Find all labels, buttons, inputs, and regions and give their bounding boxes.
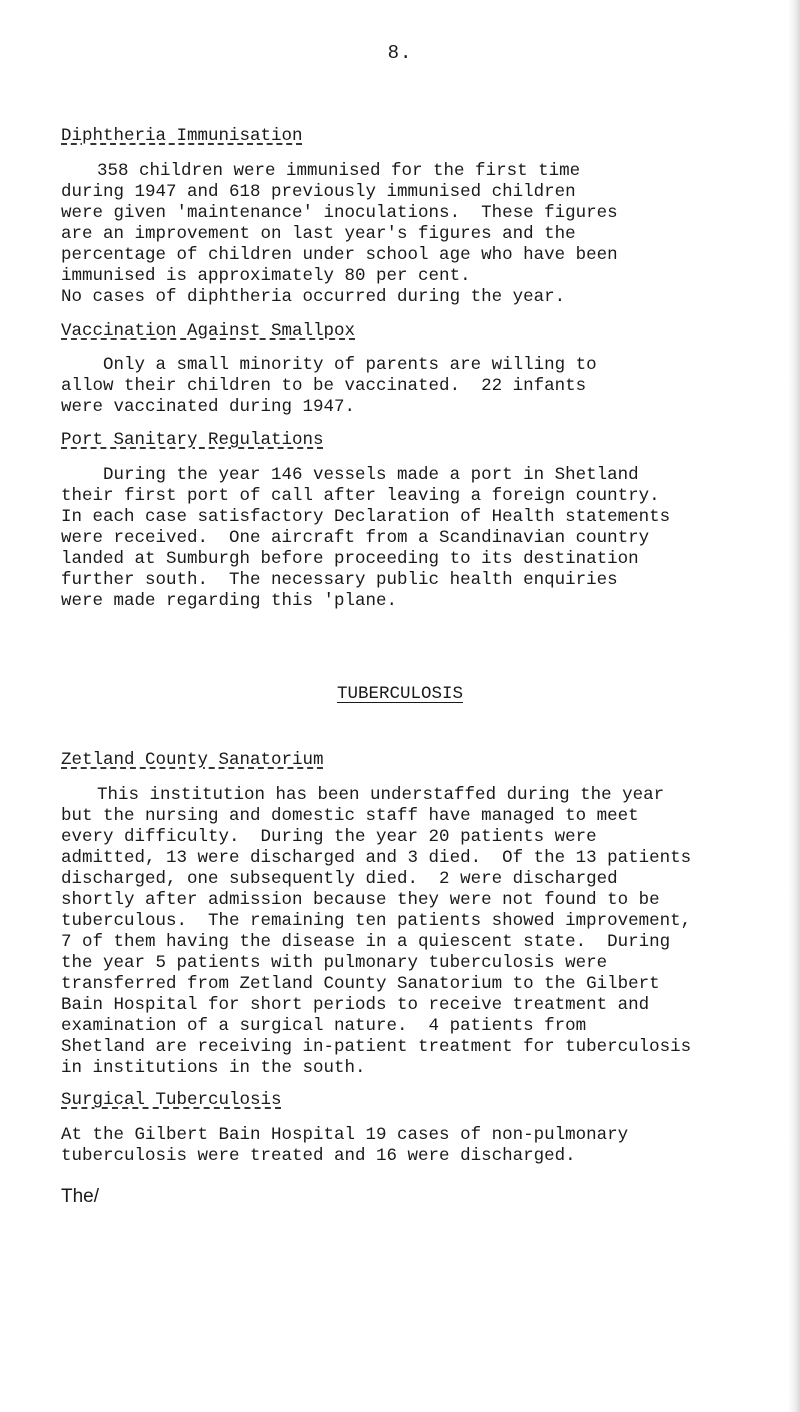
paragraph-line: At the Gilbert Bain Hospital 19 cases of non-pulmonary	[61, 1125, 629, 1145]
paragraph-line: Shetland are receiving in-patient treatment for tuberculosis	[61, 1037, 692, 1057]
paragraph-line: This institution has been understaffed during the year	[97, 785, 665, 805]
heading-port-sanitary-regulations: Port Sanitary Regulations	[61, 430, 324, 450]
paragraph-line: landed at Sumburgh before proceeding to its destination	[61, 549, 639, 569]
paragraph-line: during 1947 and 618 previously immunised children	[61, 182, 576, 202]
page-number: 8.	[387, 42, 413, 64]
paragraph-line: tuberculous. The remaining ten patients showed improvement,	[61, 911, 692, 931]
paragraph-line: transferred from Zetland County Sanatorium to the Gilbert	[61, 974, 660, 994]
paragraph-line: but the nursing and domestic staff have managed to meet	[61, 806, 639, 826]
paragraph-line: immunised is approximately 80 per cent.	[61, 266, 471, 286]
paragraph-line: are an improvement on last year's figures and the	[61, 224, 576, 244]
paragraph-line: 7 of them having the disease in a quiescent state. During	[61, 932, 671, 952]
heading-surgical-tuberculosis: Surgical Tuberculosis	[61, 1090, 282, 1110]
paragraph-line: 358 children were immunised for the first time	[97, 161, 581, 181]
paragraph-line: During the year 146 vessels made a port in Shetland	[61, 465, 639, 485]
paragraph-line: in institutions in the south.	[61, 1058, 366, 1078]
paragraph-line: Only a small minority of parents are willing to	[61, 355, 597, 375]
heading-zetland-county-sanatorium: Zetland County Sanatorium	[61, 750, 324, 770]
paragraph-line: were given 'maintenance' inoculations. These figures	[61, 203, 618, 223]
section-title-tuberculosis: TUBERCULOSIS	[336, 684, 464, 704]
catch-word: The/	[61, 1186, 100, 1207]
paragraph-line: the year 5 patients with pulmonary tuberculosis were	[61, 953, 608, 973]
paragraph-line: shortly after admission because they were not found to be	[61, 890, 660, 910]
paragraph-line: examination of a surgical nature. 4 patients from	[61, 1016, 587, 1036]
paragraph-line: discharged, one subsequently died. 2 were discharged	[61, 869, 618, 889]
paragraph-line: were received. One aircraft from a Scandinavian country	[61, 528, 650, 548]
paragraph-line: were made regarding this 'plane.	[61, 591, 398, 611]
page-edge-shadow	[788, 0, 800, 1412]
heading-vaccination-against-smallpox: Vaccination Against Smallpox	[61, 321, 356, 341]
paragraph-line: In each case satisfactory Declaration of Health statements	[61, 507, 671, 527]
heading-diphtheria-immunisation: Diphtheria Immunisation	[61, 126, 303, 146]
paragraph-line: every difficulty. During the year 20 patients were	[61, 827, 597, 847]
paragraph-line: No cases of diphtheria occurred during the year.	[61, 287, 566, 307]
paragraph-line: percentage of children under school age who have been	[61, 245, 618, 265]
paragraph-line: tuberculosis were treated and 16 were discharged.	[61, 1146, 576, 1166]
paragraph-line: their first port of call after leaving a foreign country.	[61, 486, 660, 506]
paragraph-line: Bain Hospital for short periods to receive treatment and	[61, 995, 650, 1015]
paragraph-line: further south. The necessary public health enquiries	[61, 570, 618, 590]
paragraph-line: allow their children to be vaccinated. 22 infants	[61, 376, 587, 396]
paragraph-line: were vaccinated during 1947.	[61, 397, 356, 417]
paragraph-line: admitted, 13 were discharged and 3 died. Of the 13 patients	[61, 848, 692, 868]
